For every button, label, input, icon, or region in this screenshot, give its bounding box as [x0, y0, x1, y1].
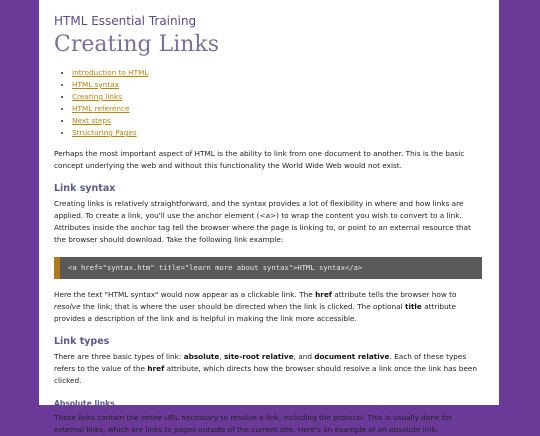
text: the link; that is where the user should be directed when the link is clicked. The optional: [80, 302, 405, 311]
absolute-links-heading: Absolute links: [54, 399, 115, 408]
content: [39, 0, 499, 436]
text: ,: [219, 352, 224, 361]
text: attribute, which directs how the browser should resolve a link once the link has been clicked.: [54, 364, 477, 385]
bold-absolute: absolute: [183, 352, 220, 361]
bold-href: href: [315, 290, 332, 299]
text: , and: [293, 352, 315, 361]
code-example: <a href="syntax.htm" title="learn more about syntax">HTML syntax</a>: [54, 257, 482, 279]
toc-item: [72, 127, 484, 139]
intro-paragraph: Perhaps the most important aspect of HTML is the ability to link from one document to another. This is the basic concept underlying the web and without this functionality the World Wide Web would not exist.: [54, 149, 465, 170]
page-title: Creating Links: [54, 32, 220, 57]
toc-link-creating-links[interactable]: Creating links: [72, 92, 123, 101]
toc-link-syntax[interactable]: HTML syntax: [72, 80, 120, 89]
text: attribute provides a description of the link and is helpful in making the link more accessible.: [54, 302, 457, 323]
toc-link-introduction[interactable]: Introduction to HTML: [72, 68, 149, 77]
bold-site-root-relative: site-root relative: [223, 352, 294, 361]
text: Here the text "HTML syntax" would now appear as a clickable link. The: [54, 290, 316, 299]
site-title: HTML Essential Training: [54, 14, 197, 28]
text: . Each of these types refers to the value of the: [54, 352, 467, 373]
link-types-heading: Link types: [54, 336, 110, 347]
toc-item: [72, 115, 484, 127]
bold-href: href: [147, 364, 165, 373]
link-syntax-heading: Link syntax: [54, 183, 116, 194]
link-types-paragraph: [54, 351, 484, 387]
toc-item: [72, 67, 484, 79]
toc-item: [72, 91, 484, 103]
toc-link-structuring-pages[interactable]: Structuring Pages: [72, 128, 137, 137]
bold-document-relative: document relative: [314, 352, 390, 361]
italic-resolve: resolve: [54, 302, 81, 311]
absolute-links-paragraph: These links contain the entire URL necessary to resolve a link, including the protocol. This is usually done for external links, which are links to pages outside of the current site. Here's an example of an absolute link:: [54, 413, 452, 434]
link-syntax-explanation: [54, 289, 484, 325]
toc-link-reference[interactable]: HTML reference: [72, 104, 130, 113]
link-syntax-paragraph: Creating links is relatively straightforward, and the syntax provides a lot of flexibility in where and how links are applied. To create a link, you'll use the anchor element (<a>) to wrap the content you wish to convert to a link. Attributes inside the anchor tag tell the browser where the page is linking to, or point to an external resource that the browser should download. Take the following link example:: [54, 199, 471, 244]
toc-link-next-steps[interactable]: Next steps: [72, 116, 111, 125]
table-of-contents: [54, 67, 484, 139]
page-container: [39, 0, 499, 434]
toc-item: [72, 79, 484, 91]
toc-item: [72, 103, 484, 115]
bold-title: title: [404, 302, 422, 311]
text: There are three basic types of link:: [54, 352, 184, 361]
text: attribute tells the browser how to: [331, 290, 457, 299]
